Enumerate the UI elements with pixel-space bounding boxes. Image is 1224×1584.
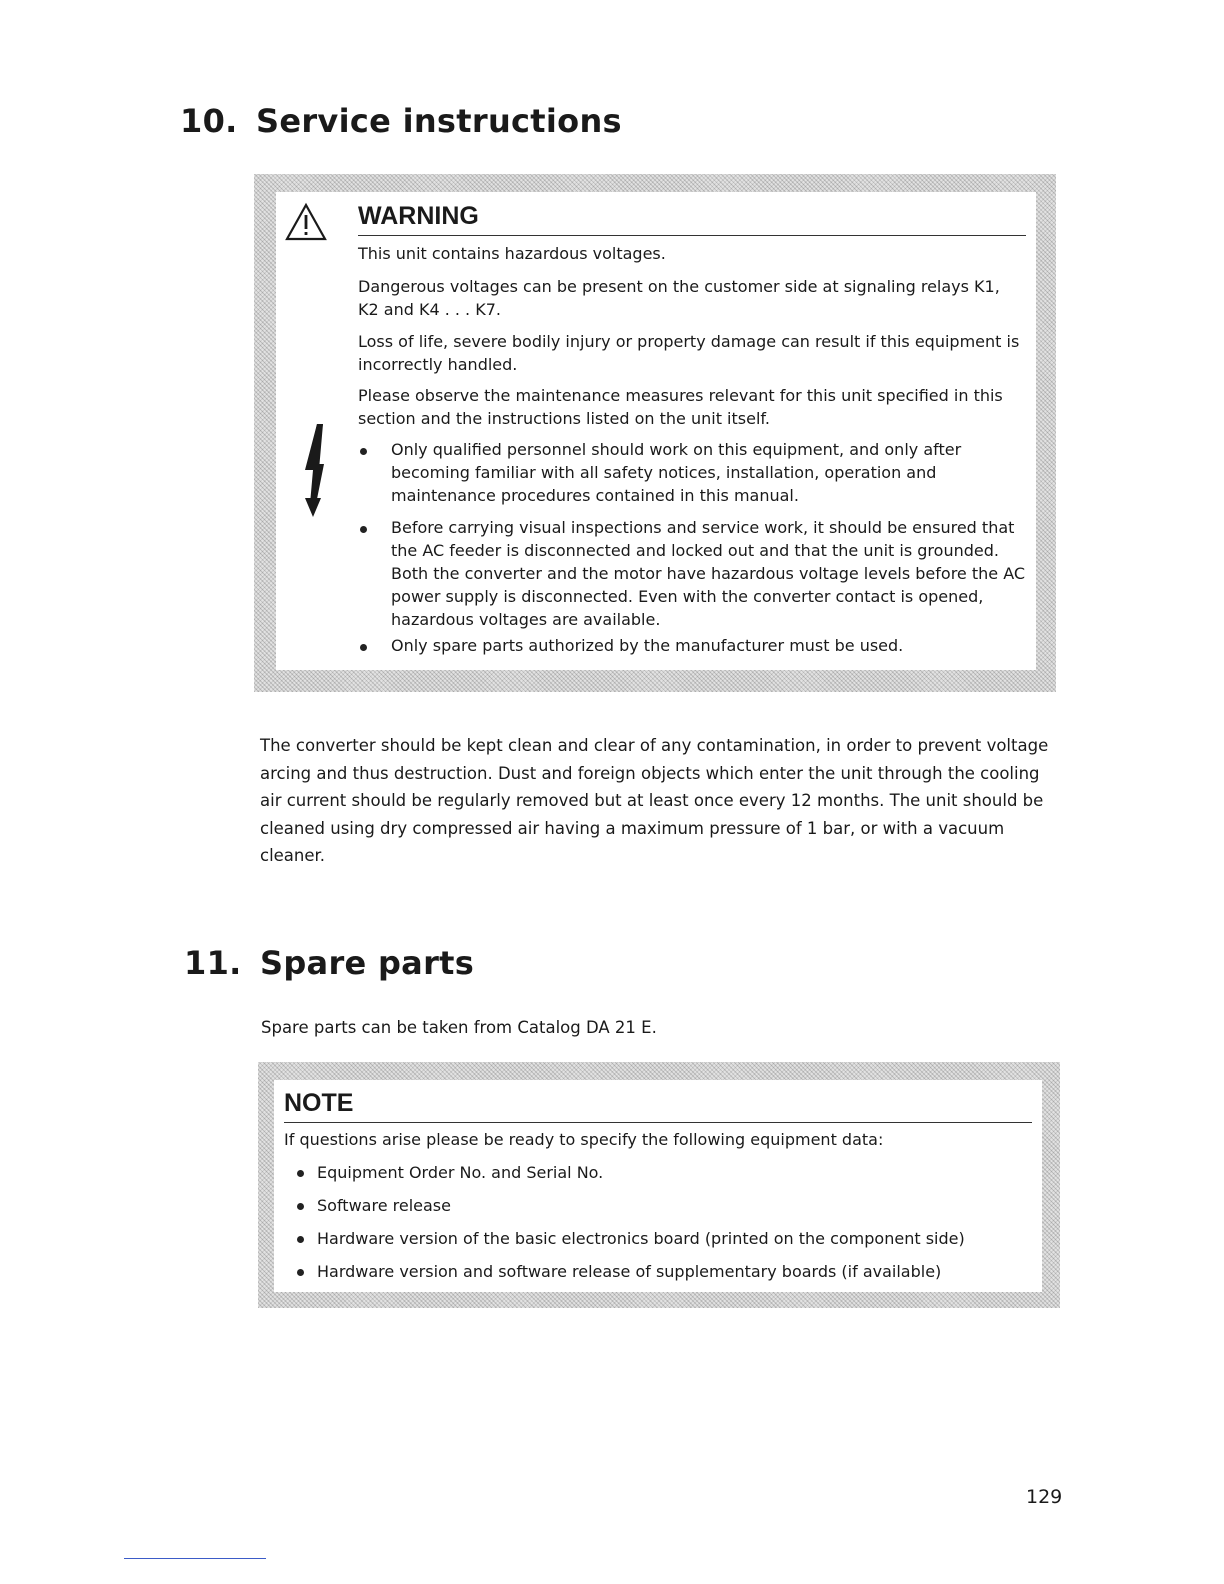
warning-paragraph-1: This unit contains hazardous voltages. <box>358 244 666 263</box>
warning-bullet-dot <box>360 526 367 533</box>
warning-box <box>254 174 1056 692</box>
scan-artifact-line <box>124 1558 266 1559</box>
note-box-inner <box>274 1080 1042 1292</box>
section-11-title: Spare parts <box>260 944 475 982</box>
warning-title: WARNING <box>358 202 479 230</box>
warning-box-inner <box>276 192 1036 670</box>
warning-paragraph-3: Loss of life, severe bodily injury or property damage can result if this equipment is incorrectly handled. <box>358 332 1020 374</box>
warning-bullet-dot <box>360 644 367 651</box>
note-bullet-1: Equipment Order No. and Serial No. <box>317 1163 604 1182</box>
warning-paragraph-4: Please observe the maintenance measures relevant for this unit specified in this section and the instructions listed on the unit itself. <box>358 386 1003 428</box>
high-voltage-icon <box>296 420 332 518</box>
section-10-title: Service instructions <box>256 102 622 140</box>
note-bullet-3: Hardware version of the basic electronics board (printed on the component side) <box>317 1229 965 1248</box>
section-10-number: 10. <box>180 102 238 140</box>
note-bullet-dot <box>297 1269 304 1276</box>
warning-title-rule <box>358 235 1026 236</box>
warning-triangle-icon <box>284 202 328 242</box>
note-title-rule <box>284 1122 1032 1123</box>
service-body-text: The converter should be kept clean and clear of any contamination, in order to prevent voltage arcing and thus destruction. Dust and foreign objects which enter the unit through the cooling air current should be regularly removed but at least once every 12 months. The unit should be cleaned using dry compressed air having a maximum pressure of 1 bar, or with a vacuum cleaner. <box>260 736 1049 865</box>
warning-bullet-2: Before carrying visual inspections and service work, it should be ensured that the AC feeder is disconnected and locked out and that the unit is grounded. Both the converter and the motor have hazardous voltage levels before the AC power supply is disconnected. Even with the converter contact is opened, hazardous voltages are available. <box>391 518 1026 629</box>
section-10-heading <box>180 102 780 142</box>
note-bullet-dot <box>297 1236 304 1243</box>
warning-bullet-1: Only qualified personnel should work on this equipment, and only after becoming familiar with all safety notices, installation, operation and maintenance procedures contained in this manual. <box>391 440 962 505</box>
note-bullet-2: Software release <box>317 1196 451 1215</box>
section-11-heading <box>184 944 784 984</box>
note-bullet-dot <box>297 1203 304 1210</box>
note-intro: If questions arise please be ready to specify the following equipment data: <box>284 1130 884 1149</box>
note-bullet-4: Hardware version and software release of supplementary boards (if available) <box>317 1262 942 1281</box>
warning-bullet-3: Only spare parts authorized by the manufacturer must be used. <box>391 636 904 655</box>
warning-paragraph-2: Dangerous voltages can be present on the customer side at signaling relays K1, K2 and K4 . . . K7. <box>358 277 1000 319</box>
section-11-number: 11. <box>184 944 242 982</box>
note-bullet-dot <box>297 1170 304 1177</box>
warning-bullet-dot <box>360 448 367 455</box>
page-number: 129 <box>1026 1486 1063 1508</box>
spare-parts-text: Spare parts can be taken from Catalog DA 21 E. <box>261 1018 657 1037</box>
note-box <box>258 1062 1060 1308</box>
note-title: NOTE <box>284 1089 354 1117</box>
